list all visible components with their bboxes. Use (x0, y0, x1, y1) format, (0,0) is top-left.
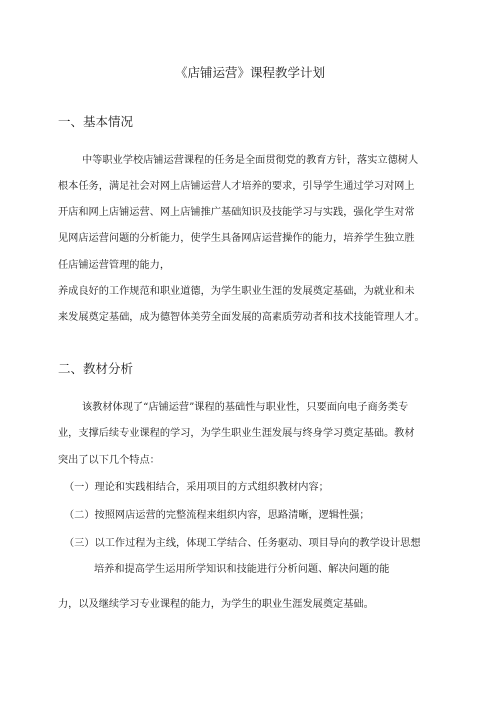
paragraph-line: 根本任务，满足社会对网上店铺运营人才培养的要求，引导学生通过学习对网上 (58, 181, 415, 192)
paragraph-line: 来发展奠定基础，成为德智体美劳全面发展的高素质劳动者和技术技能管理人才。 (58, 312, 425, 323)
paragraph-line: 开店和网上店铺运营、网上店铺推广基础知识及技能学习与实践，强化学生对常 (58, 207, 415, 218)
section-heading-basic: 一、基本情况 (58, 114, 134, 129)
paragraph-line: 见网店运营问题的分析能力，使学生具备网店运营操作的能力，培养学生独立胜 (58, 233, 415, 244)
paragraph-line: 突出了以下几个特点： (58, 455, 160, 466)
paragraph-line: 任店铺运营管理的能力， (58, 260, 171, 271)
paragraph-line: 力，以及继续学习专业课程的能力，为学生的职业生涯发展奠定基础。 (58, 599, 374, 610)
document-title: 《店铺运营》课程教学计划 (174, 65, 325, 80)
paragraph-line: 业，支撑后续专业课程的学习，为学生职业生涯发展与终身学习奠定基础。教材 (58, 428, 415, 439)
paragraph-line: 养成良好的工作规范和职业道德，为学生职业生涯的发展奠定基础，为就业和未 (58, 286, 415, 297)
paragraph-line: 该教材体现了“店铺运营”课程的基础性与职业性，只要面向电子商务类专 (82, 402, 409, 413)
list-item: （二）按照网店运营的完整流程来组织内容，思路清晰，逻辑性强； (64, 510, 370, 521)
list-item-continuation: 培养和提高学生运用所学知识和技能进行分析问题、解决问题的能 (94, 564, 390, 575)
section-heading-textbook: 二、教材分析 (58, 361, 134, 376)
paragraph-line: 中等职业学校店铺运营课程的任务是全面贯彻党的教育方针，落实立德树人 (82, 155, 419, 166)
list-item: （一）理论和实践相结合，采用项目的方式组织教材内容； (64, 482, 329, 493)
list-item: （三）以工作过程为主线，体现工学结合、任务驱动、项目导向的教学设计思想 (64, 538, 421, 549)
